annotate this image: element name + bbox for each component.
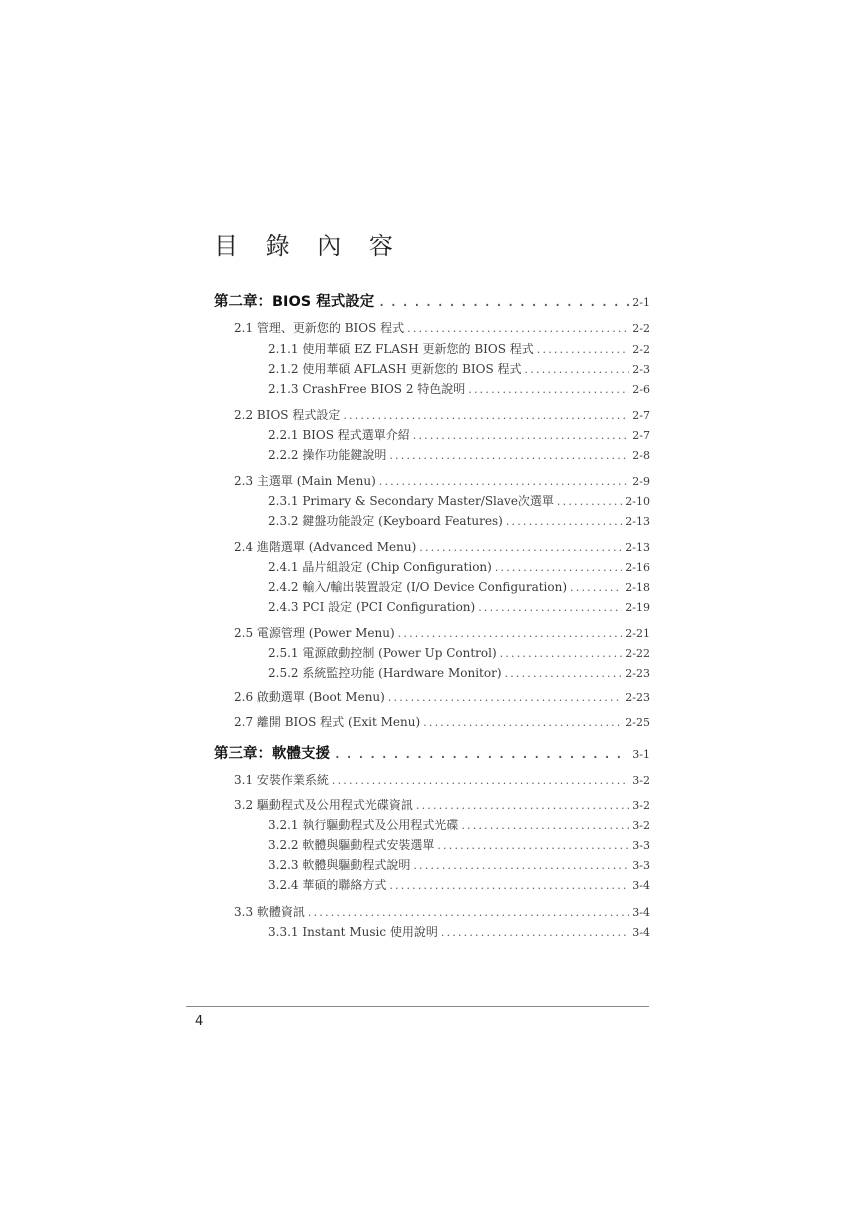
toc-page-number: 2-23 <box>625 667 650 680</box>
dot-leader <box>413 859 629 872</box>
dot-leader <box>407 322 629 335</box>
toc-entry-text: 2.4.2 輸入/輸出裝置設定 (I/O Device Configuration) <box>268 580 568 594</box>
toc-section-2-5[interactable] <box>234 624 650 641</box>
toc-chapter-2[interactable] <box>214 290 650 311</box>
toc-entry-text: 3.2.4 華碩的聯絡方式 <box>268 878 387 892</box>
toc-entry-text: 2.2.2 操作功能鍵說明 <box>268 448 387 462</box>
toc-entry-text: 2.1 管理、更新您的 BIOS 程式 <box>234 321 405 335</box>
toc-page-number: 2-3 <box>632 363 650 376</box>
toc-section-2-6[interactable] <box>234 688 650 705</box>
toc-subsection-2-3-1[interactable] <box>268 492 650 509</box>
dot-leader <box>389 449 629 462</box>
toc-page-number: 2-23 <box>625 691 650 704</box>
toc-page-number: 2-9 <box>632 475 650 488</box>
dot-leader <box>557 495 622 508</box>
toc-page-number: 2-19 <box>625 601 650 614</box>
dot-leader <box>441 926 629 939</box>
toc-entry-text: 3.3.1 Instant Music 使用說明 <box>268 925 438 939</box>
toc-entry-text: 2.2.1 BIOS 程式選單介紹 <box>268 428 410 442</box>
toc-chapter-3[interactable] <box>214 742 650 763</box>
dot-leader <box>343 409 629 422</box>
toc-subsection-2-4-3[interactable] <box>268 598 650 615</box>
toc-page-number: 2-2 <box>632 343 650 356</box>
toc-section-3-2[interactable] <box>234 796 650 813</box>
page-number: 4 <box>195 1014 204 1029</box>
dot-leader <box>525 363 630 376</box>
toc-entry-text: 3.2 驅動程式及公用程式光碟資訊 <box>234 798 413 812</box>
toc-entry-text: 第三章：軟體支援 <box>214 746 330 762</box>
toc-section-3-1[interactable] <box>234 771 650 788</box>
toc-entry-text: 2.3 主選單 (Main Menu) <box>234 474 376 488</box>
toc-entry-text: 2.4 進階選單 (Advanced Menu) <box>234 540 417 554</box>
toc-page-number: 3-3 <box>632 859 650 872</box>
toc-entry-text: 2.3.2 鍵盤功能設定 (Keyboard Features) <box>268 514 503 528</box>
toc-section-2-3[interactable] <box>234 472 650 489</box>
dot-leader <box>379 475 630 488</box>
toc-entry-text: 2.2 BIOS 程式設定 <box>234 408 341 422</box>
toc-entry-text: 2.6 啟動選單 (Boot Menu) <box>234 690 385 704</box>
toc-page-number: 2-2 <box>632 322 650 335</box>
toc-page-number: 2-13 <box>625 515 650 528</box>
toc-page-number: 3-3 <box>632 839 650 852</box>
toc-entry-text: 3.2.3 軟體與驅動程式說明 <box>268 858 411 872</box>
toc-page-number: 2-16 <box>625 561 650 574</box>
dot-leader <box>495 561 622 574</box>
toc-page-number: 2-18 <box>625 581 650 594</box>
toc-entry-text: 3.2.2 軟體與驅動程式安裝選單 <box>268 838 435 852</box>
toc-subsection-2-2-2[interactable] <box>268 446 650 463</box>
dot-leader <box>332 774 629 787</box>
toc-entry-text: 2.1.1 使用華碩 EZ FLASH 更新您的 BIOS 程式 <box>268 342 534 356</box>
toc-subsection-2-5-2[interactable] <box>268 664 650 681</box>
dot-leader <box>506 515 622 528</box>
toc-page-number: 3-4 <box>632 906 650 919</box>
dot-leader <box>416 799 629 812</box>
toc-page-number: 3-4 <box>632 926 650 939</box>
toc-page-number: 2-13 <box>625 541 650 554</box>
toc-page-number: 2-10 <box>625 495 650 508</box>
dot-leader <box>437 839 629 852</box>
dot-leader <box>419 541 622 554</box>
toc-entry-text: 2.1.2 使用華碩 AFLASH 更新您的 BIOS 程式 <box>268 362 522 376</box>
toc-subsection-2-1-3[interactable] <box>268 380 650 397</box>
toc-page-number: 2-1 <box>632 296 650 309</box>
toc-entry-text: 2.7 離開 BIOS 程式 (Exit Menu) <box>234 715 421 729</box>
toc-entry-text: 3.3 軟體資訊 <box>234 905 305 919</box>
toc-subsection-2-4-2[interactable] <box>268 578 650 595</box>
toc-entry-text: 2.5.1 電源啟動控制 (Power Up Control) <box>268 646 497 660</box>
toc-page-number: 3-1 <box>632 748 650 761</box>
toc-subsection-2-1-1[interactable] <box>268 340 650 357</box>
dot-leader <box>505 667 623 680</box>
dot-leader <box>333 746 629 762</box>
toc-page-number: 2-7 <box>632 409 650 422</box>
footer-divider <box>186 1006 649 1007</box>
dot-leader <box>423 716 622 729</box>
toc-section-2-4[interactable] <box>234 538 650 555</box>
toc-entry-text: 2.4.3 PCI 設定 (PCI Configuration) <box>268 600 476 614</box>
toc-subsection-3-2-3[interactable] <box>268 856 650 873</box>
page-title: 目 錄 內 容 <box>214 232 403 260</box>
toc-page-number: 2-22 <box>625 647 650 660</box>
toc-page-number: 3-2 <box>632 774 650 787</box>
dot-leader <box>413 429 630 442</box>
toc-entry-text: 2.4.1 晶片組設定 (Chip Configuration) <box>268 560 492 574</box>
toc-subsection-2-5-1[interactable] <box>268 644 650 661</box>
toc-entry-text: 2.5.2 系統監控功能 (Hardware Monitor) <box>268 666 502 680</box>
dot-leader <box>500 647 623 660</box>
dot-leader <box>308 906 629 919</box>
dot-leader <box>398 627 623 640</box>
dot-leader <box>537 343 629 356</box>
dot-leader <box>570 581 622 594</box>
toc-entry-text: 3.2.1 執行驅動程式及公用程式光碟 <box>268 818 459 832</box>
toc-subsection-2-2-1[interactable] <box>268 426 650 443</box>
toc-subsection-3-3-1[interactable] <box>268 923 650 940</box>
toc-entry-text: 第二章：BIOS 程式設定 <box>214 294 375 310</box>
dot-leader <box>468 383 629 396</box>
toc-entry-text: 2.3.1 Primary & Secondary Master/Slave次選單 <box>268 494 554 508</box>
toc-page-number: 3-4 <box>632 879 650 892</box>
toc-section-2-2[interactable] <box>234 406 650 423</box>
toc-page-number: 2-7 <box>632 429 650 442</box>
toc-entry-text: 3.1 安裝作業系統 <box>234 773 329 787</box>
dot-leader <box>478 601 622 614</box>
toc-page-number: 2-25 <box>625 716 650 729</box>
dot-leader <box>377 294 629 310</box>
toc-page-number: 2-6 <box>632 383 650 396</box>
toc-subsection-3-2-2[interactable] <box>268 836 650 853</box>
toc-subsection-2-1-2[interactable] <box>268 360 650 377</box>
toc-subsection-3-2-4[interactable] <box>268 876 650 893</box>
toc-page-number: 2-8 <box>632 449 650 462</box>
toc-subsection-3-2-1[interactable] <box>268 816 650 833</box>
dot-leader <box>389 879 629 892</box>
dot-leader <box>461 819 629 832</box>
toc-section-2-1[interactable] <box>234 319 650 336</box>
toc-page-number: 3-2 <box>632 819 650 832</box>
dot-leader <box>388 691 622 704</box>
toc-entry-text: 2.1.3 CrashFree BIOS 2 特色說明 <box>268 382 466 396</box>
toc-section-3-3[interactable] <box>234 903 650 920</box>
toc-section-2-7[interactable] <box>234 713 650 730</box>
toc-subsection-2-3-2[interactable] <box>268 512 650 529</box>
toc-entry-text: 2.5 電源管理 (Power Menu) <box>234 626 395 640</box>
toc-page-number: 3-2 <box>632 799 650 812</box>
toc-subsection-2-4-1[interactable] <box>268 558 650 575</box>
toc-page-number: 2-21 <box>625 627 650 640</box>
